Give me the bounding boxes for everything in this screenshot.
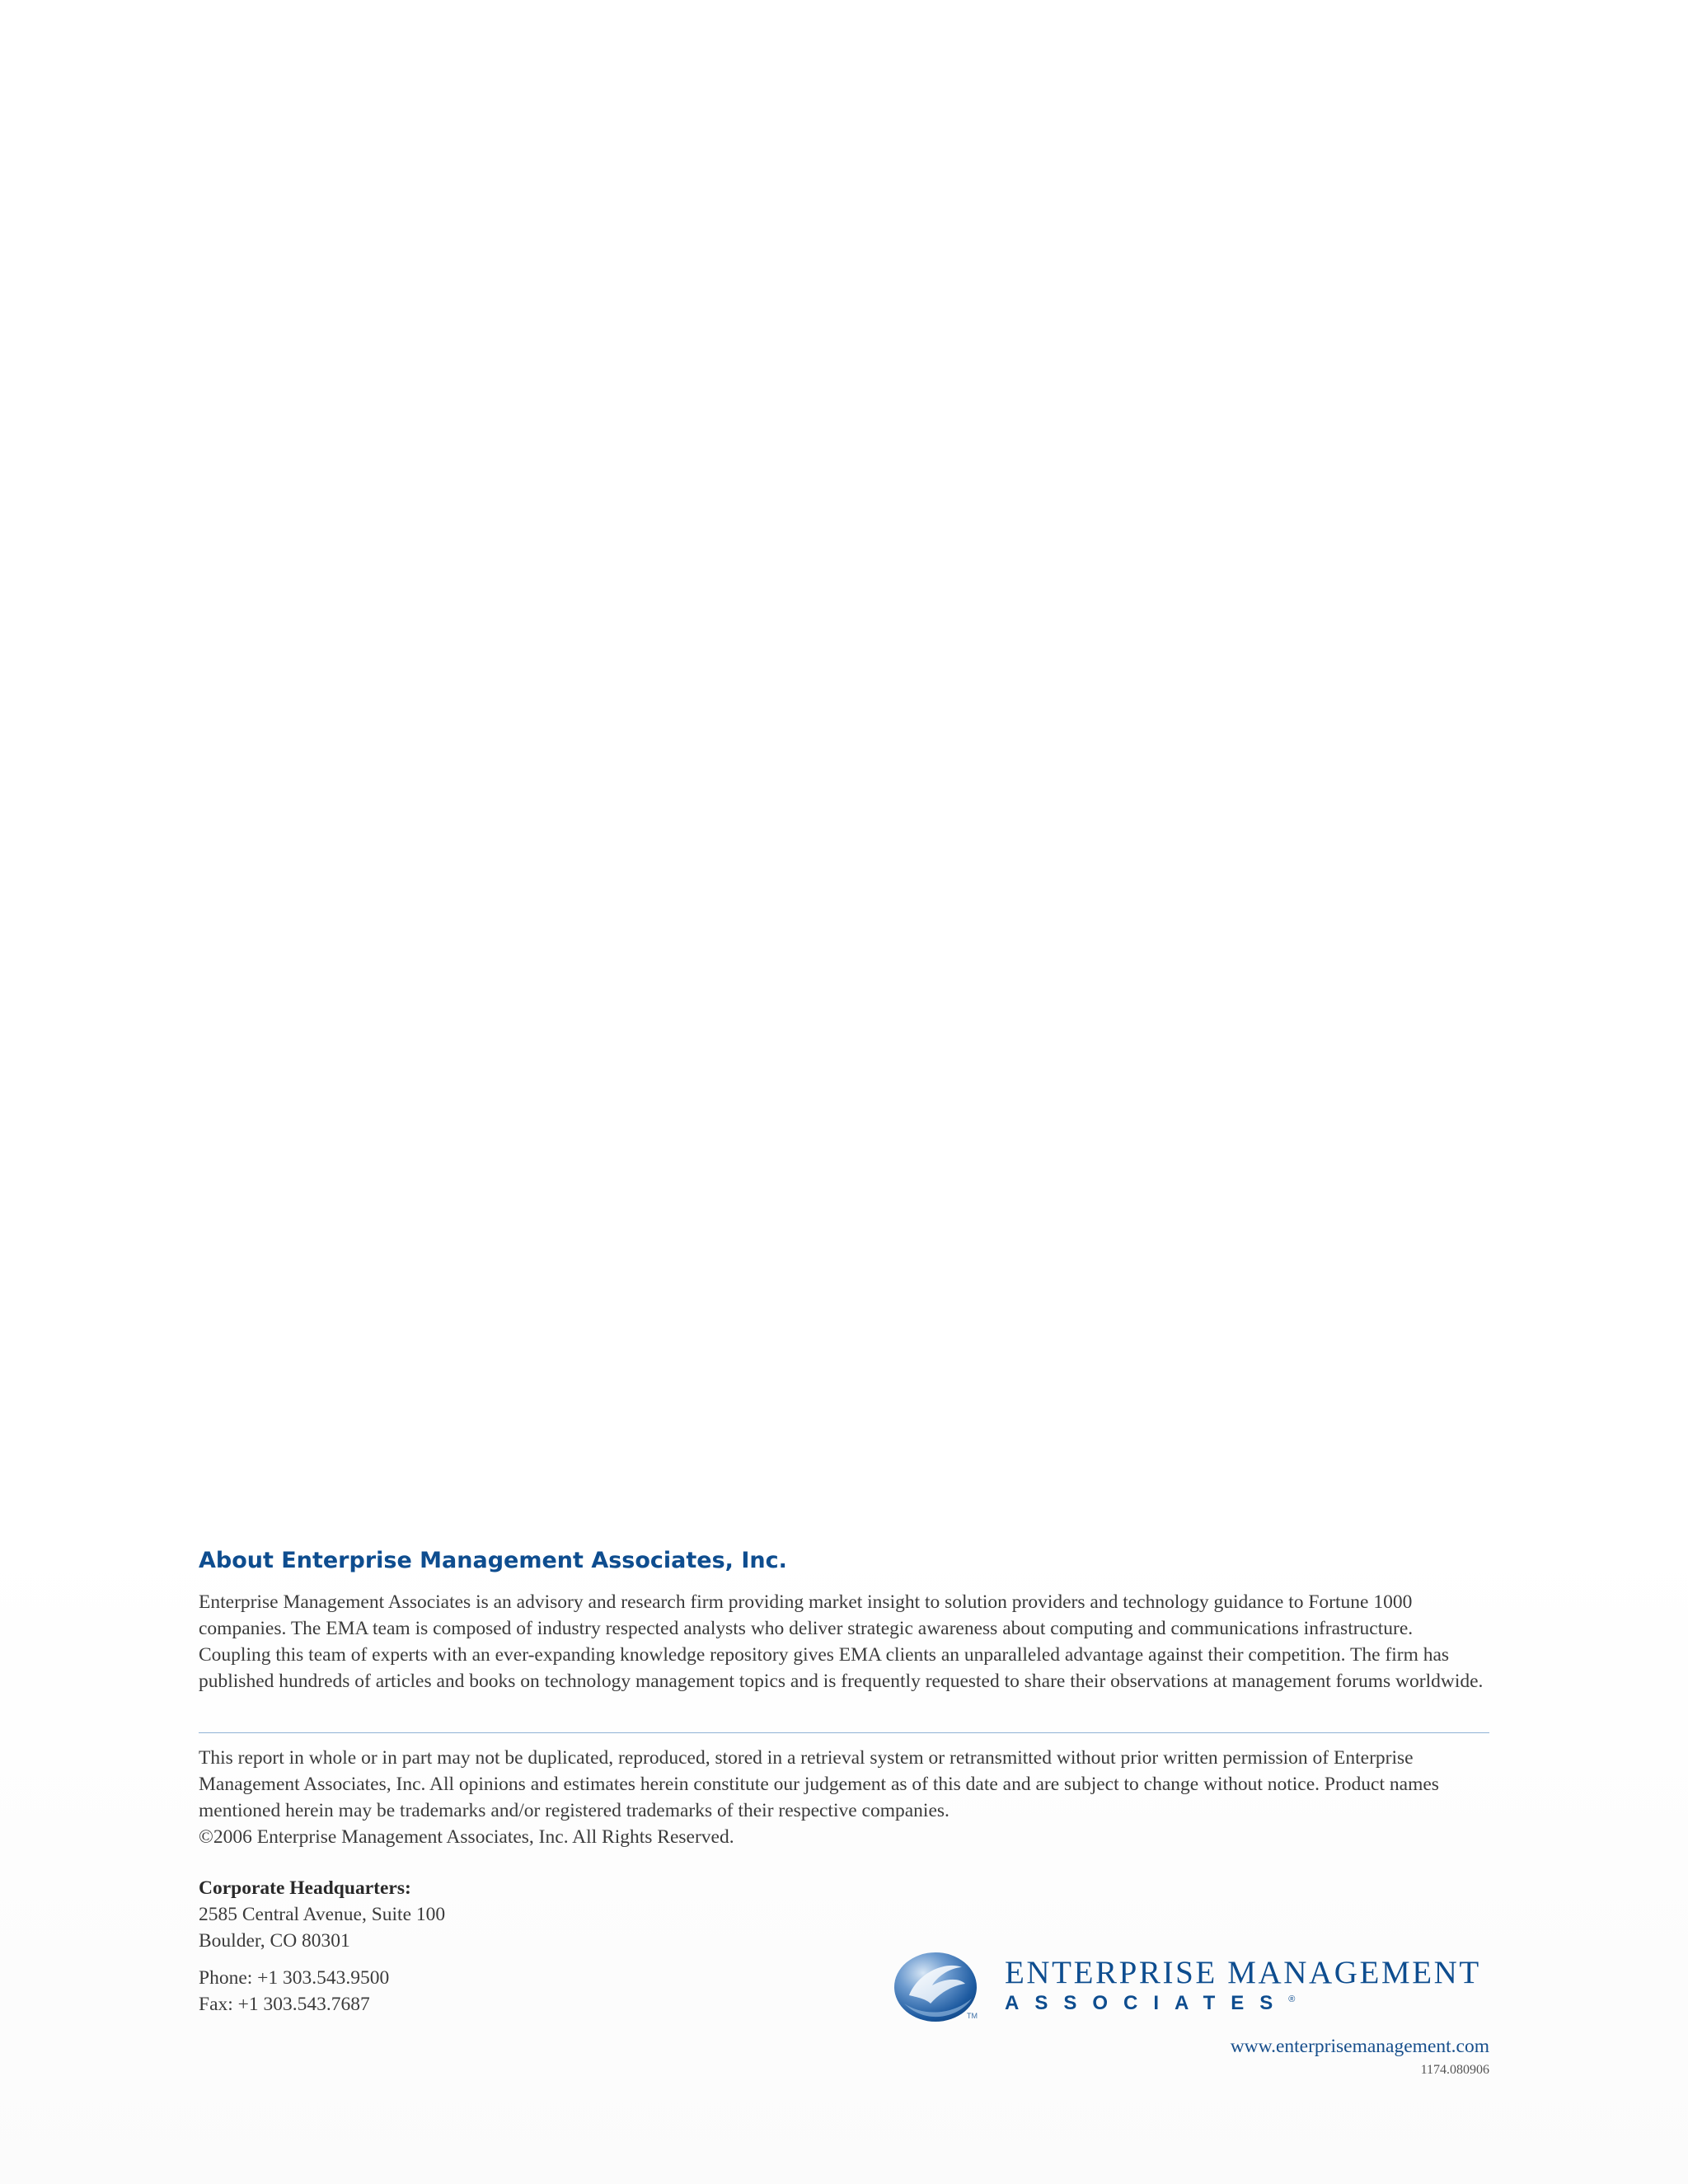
registered-mark: ® xyxy=(1288,1994,1296,2004)
copyright-block xyxy=(199,1745,1484,1850)
copyright-rights: ©2006 Enterprise Management Associates, Inc. All Rights Reserved. xyxy=(199,1826,734,1848)
ema-logo xyxy=(893,1949,1494,2032)
document-code: 1174.080906 xyxy=(1420,2063,1489,2077)
section-divider xyxy=(199,1732,1489,1733)
headquarters-address-line1: 2585 Central Avenue, Suite 100 xyxy=(199,1904,446,1925)
headquarters-address-line2: Boulder, CO 80301 xyxy=(199,1930,350,1952)
about-paragraph: Enterprise Management Associates is an advisory and research firm providing market insight to solution providers and technology guidance to Fortune 1000 companies. The EMA team is composed of industry respected analysts who deliver strategic awareness about computing and communications infrastructure. Coupling this team of experts with an ever-expanding knowledge repository gives EMA clients an unparalleled advantage against their competition. The firm has published hundreds of articles and books on technology management topics and is frequently requested to share their observations at management forums worldwide. xyxy=(199,1591,1484,1692)
headquarters-phone: Phone: +1 303.543.9500 xyxy=(199,1967,390,1989)
logo-wordmark-line2 xyxy=(1005,1992,1295,2015)
headquarters-fax: Fax: +1 303.543.7687 xyxy=(199,1994,370,2015)
website-link[interactable]: www.enterprisemanagement.com xyxy=(1230,2036,1489,2057)
headquarters-heading: Corporate Headquarters: xyxy=(199,1877,411,1899)
trademark-mark: TM xyxy=(967,2012,978,2020)
logo-wordmark-associates: ASSOCIATES xyxy=(1005,1992,1289,2014)
copyright-notice: This report in whole or in part may not be duplicated, reproduced, stored in a retrieval system or retransmitted without prior written permission of Enterprise Management Associates, Inc. All opinions and estimates herein constitute our judgement as of this date and are subject to change without notice. Product names mentioned herein may be trademarks and/or registered trademarks of their respective companies. xyxy=(199,1747,1439,1821)
logo-wordmark-line1: ENTERPRISE MANAGEMENT xyxy=(1005,1955,1481,1990)
about-heading: About Enterprise Management Associates, Inc. xyxy=(199,1548,787,1573)
